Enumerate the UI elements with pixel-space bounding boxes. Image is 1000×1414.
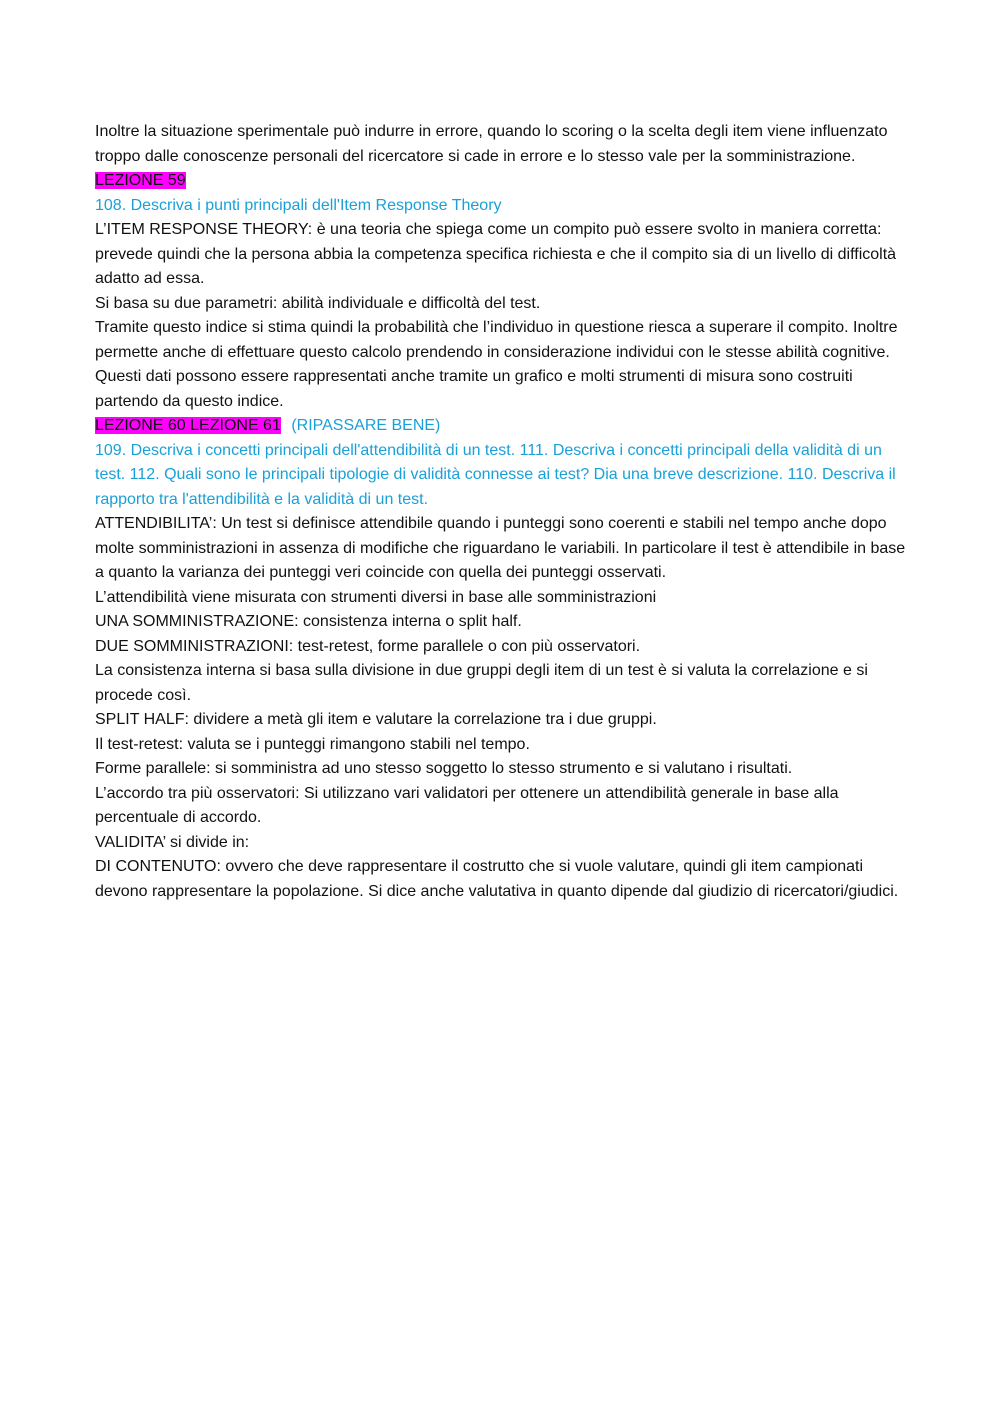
- section-59-paragraph: Si basa su due parametri: abilità individuale e difficoltà del test.: [95, 294, 541, 312]
- section-60-heading-highlight: LEZIONE 60 LEZIONE 61: [95, 417, 281, 434]
- section-59-paragraph: Tramite questo indice si stima quindi la probabilità che l’individuo in questione riesca a superare il compito. Inoltre permette anche di effettuare questo calcolo prendendo in considerazione individui con le stesse abilità cognitive. Questi dati possono essere rappresentati anche tramite un grafico e molti strumenti di misura sono costruiti partendo da questo indice.: [95, 319, 898, 410]
- section-60-paragraph: Forme parallele: si somministra ad uno stesso soggetto lo stesso strumento e si valutano i risultati.: [95, 760, 793, 777]
- section-59-paragraph: L’ITEM RESPONSE THEORY: è una teoria che spiega come un compito può essere svolto in maniera corretta: prevede quindi che la persona abbia la competenza specifica richiesta e che il compito sia di un livello di difficoltà adatto ad essa.: [95, 221, 897, 287]
- section-60-paragraph: ATTENDIBILITA’: Un test si definisce attendibile quando i punteggi sono coerenti e stabili nel tempo anche dopo molte somministrazioni in assenza di modifiche che riguardano le variabili. In particolare il test è attendibile in base a quanto la varianza dei punteggi veri coincide con quella dei punteggi osservati.: [95, 515, 906, 581]
- section-60-paragraph: DI CONTENUTO: ovvero che deve rappresentare il costrutto che si vuole valutare, quindi gli item campionati devono rappresentare la popolazione. Si dice anche valutativa in quanto dipende dal giudizio di ricercatori/giudici.: [95, 858, 899, 900]
- section-60-paragraph: Il test-retest: valuta se i punteggi rimangono stabili nel tempo.: [95, 735, 530, 753]
- section-60-paragraph: SPLIT HALF: dividere a metà gli item e valutare la correlazione tra i due gruppi.: [95, 711, 657, 728]
- intro-paragraph: Inoltre la situazione sperimentale può indurre in errore, quando lo scoring o la scelta degli item viene influenzato troppo dalle conoscenze personali del ricercatore si cade in errore e lo stesso vale per la somministrazione.: [95, 123, 888, 165]
- section-60-heading: [95, 414, 907, 439]
- section-60-paragraph: La consistenza interna si basa sulla divisione in due gruppi degli item di un test è si valuta la correlazione e si procede così.: [95, 662, 868, 704]
- section-60-paragraph: VALIDITA’ si divide in:: [95, 833, 250, 851]
- section-60-paragraph: L’accordo tra più osservatori: Si utilizzano vari validatori per ottenere un attendibilità generale in base alla percentuale di accordo.: [95, 784, 839, 826]
- section-60-note: (RIPASSARE BENE): [291, 417, 441, 434]
- section-60-question: 109. Descriva i concetti principali dell'attendibilità di un test. 111. Descriva i concetti principali della validità di un test. 112. Quali sono le principali tipologie di validità connesse ai test? Dia una breve descrizione. 110. Descriva il rapporto tra l'attendibilità e la validità di un test.: [95, 441, 896, 508]
- section-60-paragraph: DUE SOMMINISTRAZIONI: test-retest, forme parallele o con più osservatori.: [95, 637, 641, 655]
- section-59-heading-highlight: LEZIONE 59: [95, 172, 186, 189]
- document-page: [95, 120, 907, 904]
- section-60-paragraph: UNA SOMMINISTRAZIONE: consistenza interna o split half.: [95, 613, 522, 630]
- section-60-paragraph: L’attendibilità viene misurata con strumenti diversi in base alle somministrazioni: [95, 588, 657, 606]
- section-59-heading: [95, 169, 907, 194]
- section-59-question: 108. Descriva i punti principali dell'Item Response Theory: [95, 196, 502, 214]
